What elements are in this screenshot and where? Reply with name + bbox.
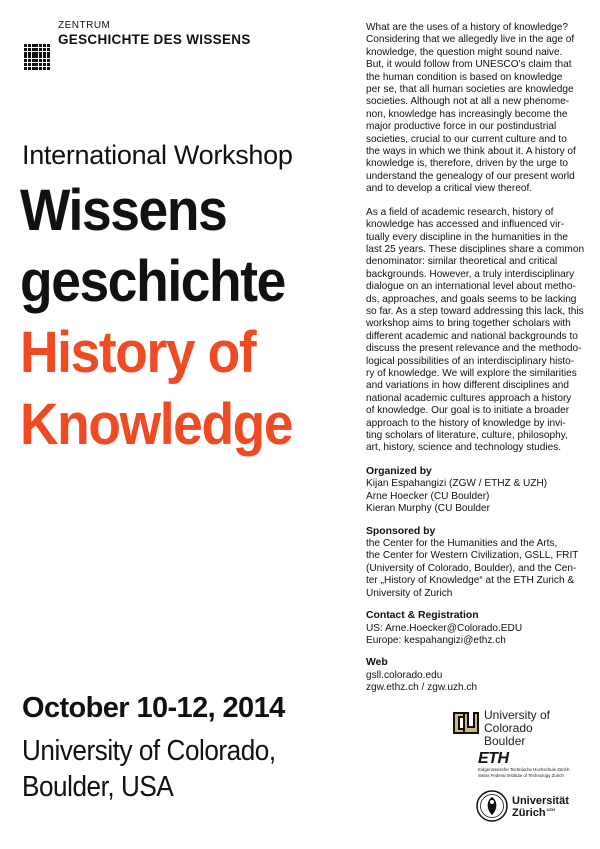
paragraph-line: approach to the history of knowledge by invi-	[366, 417, 566, 429]
grid-dot	[35, 67, 38, 70]
grid-dot	[39, 59, 42, 62]
organized-section	[366, 466, 582, 516]
eth-subtitle-en: Swiss Federal Institute of Technology Zurich	[478, 773, 564, 778]
paragraph-line: non, knowledge has increasingly become the	[366, 108, 568, 120]
intro-paragraph-2	[366, 206, 585, 455]
paragraph-line: per se, that all human societies are knowledge	[366, 84, 574, 96]
web-heading: Web	[366, 657, 388, 669]
paragraph-line: national academic cultures approach a history	[366, 392, 572, 404]
contact-section	[366, 610, 582, 647]
paragraph-line: As a field of academic research, history of	[366, 206, 554, 218]
organizer-line: Kieran Murphy (CU Boulder	[366, 503, 490, 515]
grid-dot	[39, 55, 42, 58]
organized-heading: Organized by	[366, 465, 432, 477]
grid-dot	[39, 63, 42, 66]
sponsor-line: University of Zurich	[366, 587, 453, 599]
paragraph-line: art, history, science and technology studies.	[366, 442, 562, 454]
grid-dot	[47, 52, 50, 55]
grid-dot	[43, 59, 46, 62]
zgw-grid-icon	[24, 44, 50, 70]
paragraph-line: knowledge has accessed and influenced vir-	[366, 219, 565, 231]
cu-boulder-logo	[450, 706, 590, 748]
sponsored-heading: Sponsored by	[366, 525, 436, 537]
paragraph-line: ds, approaches, and goals seems to be lacking	[366, 293, 577, 305]
title-line-1: Wissens	[20, 178, 227, 243]
cu-wordmark-line-1: University of Colorado	[484, 708, 551, 735]
grid-dot	[47, 63, 50, 66]
grid-dot	[24, 67, 27, 70]
paragraph-line: ry of knowledge. We will explore the similarities	[366, 367, 577, 379]
uzh-wordmark-line-1: Universität	[512, 795, 569, 807]
uzh-wordmark-line-2	[512, 807, 555, 819]
paragraph-line: dialogue on an international level about metho-	[366, 281, 576, 293]
paragraph-line: ting scholars of literature, culture, philosophy,	[366, 430, 568, 441]
sponsor-line: the Center for the Humanities and the Arts,	[366, 538, 558, 550]
paragraph-line: the human condition is based on knowledge	[366, 71, 563, 83]
grid-dot	[28, 55, 31, 58]
grid-dot	[32, 55, 35, 58]
paragraph-line: and variations in how different disciplines and	[366, 380, 569, 392]
paragraph-line: tually every discipline in the humanities in the	[366, 231, 568, 243]
paragraph-line: societies. Although not at all a new phenome-	[366, 96, 570, 108]
paragraph-line: last 25 years. These disciplines share a common	[366, 243, 585, 255]
grid-dot	[35, 44, 38, 47]
paragraph-line: different academic and national backgrounds to	[366, 330, 578, 342]
paragraph-line: understand the genealogy of our present world	[366, 170, 575, 182]
grid-dot	[43, 67, 46, 70]
grid-dot	[43, 55, 46, 58]
grid-dot	[28, 59, 31, 62]
grid-dot	[43, 63, 46, 66]
grid-dot	[28, 44, 31, 47]
grid-dot	[47, 67, 50, 70]
grid-dot	[24, 48, 27, 51]
grid-dot	[35, 52, 38, 55]
paragraph-line: logical possibilities of an interdisciplinary histo-	[366, 355, 575, 367]
paragraph-line: and to develop a critical view thereof.	[366, 183, 533, 195]
logo-center-name: GESCHICHTE DES WISSENS	[58, 32, 251, 47]
grid-dot	[32, 44, 35, 47]
web-link-gsll[interactable]: gsll.colorado.edu	[366, 669, 443, 681]
cu-wordmark-line-2: Boulder	[484, 734, 526, 748]
paragraph-line: Considering that we allegedly live in the age of	[366, 34, 575, 46]
grid-dot	[47, 48, 50, 51]
grid-dot	[28, 67, 31, 70]
paragraph-line: so far. As a step toward addressing this lack, this	[366, 305, 584, 317]
contact-heading: Contact & Registration	[366, 610, 479, 622]
grid-dot	[28, 48, 31, 51]
eth-zurich-logo	[478, 752, 588, 782]
grid-dot	[24, 55, 27, 58]
grid-dot	[35, 55, 38, 58]
eth-subtitle-de: Eidgenössische Technische Hochschule Zürich	[478, 767, 570, 772]
intro-paragraph-1	[366, 22, 582, 196]
grid-dot	[39, 67, 42, 70]
grid-dot	[39, 52, 42, 55]
sponsored-section	[366, 526, 582, 601]
paragraph-line: major productive force in our postindustrial	[366, 121, 557, 133]
grid-dot	[43, 48, 46, 51]
paragraph-line: knowledge, the question might sound naive.	[366, 46, 563, 58]
event-date: October 10-12, 2014	[22, 692, 285, 724]
sponsor-line: the Center for Western Civilization, GSLL, FRIT	[366, 550, 579, 562]
eth-wordmark: ETH	[478, 750, 509, 767]
grid-dot	[47, 59, 50, 62]
contact-email-us[interactable]: US: Arne.Hoecker@Colorado.EDU	[366, 622, 523, 634]
paragraph-line: the ways in which we think about it. A history of	[366, 146, 576, 158]
contact-email-europe[interactable]: Europe: kespahangizi@ethz.ch	[366, 634, 506, 646]
sponsor-line: ter „History of Knowledge“ at the ETH Zurich &	[366, 575, 575, 587]
grid-dot	[35, 63, 38, 66]
paragraph-line: discuss the present relevance and the methodo-	[366, 343, 582, 355]
title-line-3: History of	[20, 320, 256, 385]
grid-dot	[24, 63, 27, 66]
paragraph-line: backgrounds. However, a truly interdisciplinary	[366, 268, 575, 280]
grid-dot	[32, 67, 35, 70]
grid-dot	[39, 48, 42, 51]
grid-dot	[28, 63, 31, 66]
uzh-superscript: UZH	[546, 807, 555, 813]
grid-dot	[24, 44, 27, 47]
sponsor-line: (University of Colorado, Boulder), and the Cen-	[366, 562, 577, 574]
grid-dot	[35, 59, 38, 62]
organizer-line: Kijan Espahangizi (ZGW / ETHZ & UZH)	[366, 478, 548, 490]
cu-emblem-icon	[450, 708, 480, 738]
paragraph-line: workshop aims to bring together scholars with	[366, 318, 571, 330]
web-link-zgw[interactable]: zgw.ethz.ch / zgw.uzh.ch	[366, 682, 478, 694]
logo-zentrum-label: ZENTRUM	[58, 20, 111, 31]
grid-dot	[43, 44, 46, 47]
cu-wordmark	[484, 709, 590, 748]
event-venue-line-2: Boulder, USA	[22, 771, 174, 803]
uzh-seal-icon	[476, 790, 508, 822]
grid-dot	[24, 52, 27, 55]
grid-dot	[32, 48, 35, 51]
paragraph-line: But, it would follow from UNESCO's claim that	[366, 59, 572, 71]
zgw-logo	[24, 20, 264, 80]
paragraph-line: What are the uses of a history of knowledge?	[366, 22, 568, 33]
grid-dot	[47, 55, 50, 58]
uzh-wordmark-zurich: Zürich	[512, 807, 546, 819]
paragraph-line: denominator: similar theoretical and critical	[366, 256, 558, 268]
paragraph-line: knowledge is, therefore, driven by the urge to	[366, 158, 568, 170]
uzh-logo	[476, 790, 586, 826]
title-line-4: Knowledge	[20, 392, 293, 457]
right-column	[366, 22, 585, 705]
workshop-kicker: International Workshop	[22, 140, 293, 170]
event-venue-line-1: University of Colorado,	[22, 735, 276, 767]
grid-dot	[39, 44, 42, 47]
grid-dot	[24, 59, 27, 62]
grid-dot	[47, 44, 50, 47]
organizer-line: Arne Hoecker (CU Boulder)	[366, 490, 490, 502]
grid-dot	[43, 52, 46, 55]
grid-dot	[32, 59, 35, 62]
paragraph-line: societies, crucial to our current culture and to	[366, 133, 567, 145]
title-line-2: geschichte	[20, 249, 285, 314]
paragraph-line: of knowledge. Our goal is to initiate a broader	[366, 405, 570, 417]
grid-dot	[28, 52, 31, 55]
grid-dot	[32, 52, 35, 55]
grid-dot	[35, 48, 38, 51]
grid-dot	[32, 63, 35, 66]
web-section	[366, 657, 582, 694]
